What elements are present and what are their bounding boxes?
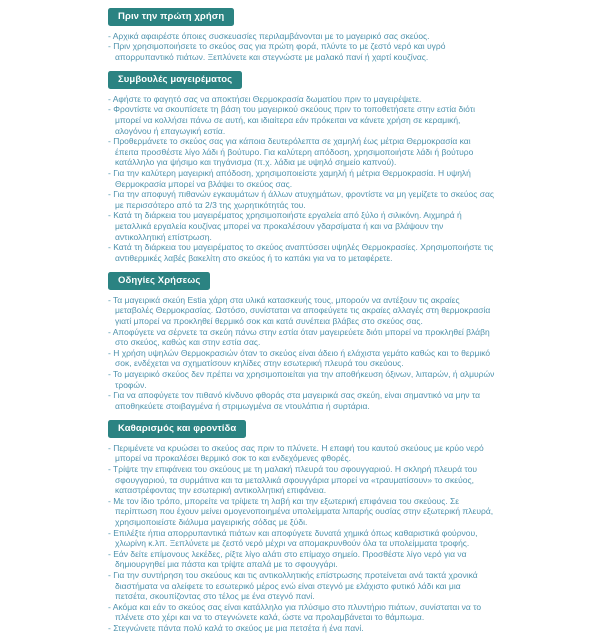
bullet-text: Αρχικά αφαιρέστε όποιες συσκευασίες περιλαμβάνονται με το μαγειρικό σας σκεύος.: [112, 30, 430, 41]
bullet-item: [108, 242, 495, 263]
instructions-document: [108, 6, 495, 641]
bullet-list: [108, 31, 495, 63]
bullet-item: [108, 189, 495, 210]
bullet-item: [108, 104, 495, 136]
bullet-text: Κατά τη διάρκεια του μαγειρέματος χρησιμοποιήστε εργαλεία από ξύλο ή σιλικόνη. Αιχμηρά ή μεταλλικά εργαλεία κουζίνας μπορεί να προκαλέσουν γδαρσίματα ή και να βλάψουν την αντικολλητική επίστρωση.: [113, 210, 462, 242]
bullet-text: Τρίψτε την επιφάνεια του σκεύους με τη μαλακή πλευρά του σφουγγαριού. Η σκληρή πλευρά του σφουγγαριού, τα συρμάτινα και τα μεταλλικά σφουγγάρια μπορεί να «τραυματίσουν» το σκεύος, καταστρέφοντας την εσωτερική αντικολλητική επιφάνεια.: [113, 464, 478, 496]
bullet-item: [108, 348, 495, 369]
bullet-item: [108, 443, 495, 464]
bullet-item: [108, 295, 495, 327]
bullet-item: [108, 41, 495, 62]
section: [108, 418, 495, 633]
bullet-item: [108, 464, 495, 496]
bullet-text: Αφήστε το φαγητό σας να αποκτήσει Θερμοκρασία δωματίου πριν το μαγειρέψετε.: [112, 93, 422, 104]
bullet-text: Για την αποφυγή πιθανών εγκαυμάτων ή άλλων ατυχημάτων, φροντίστε να μη γεμίζετε το σκεύος σας με περισσότερο από τα 2/3 της χωρητικότητάς του.: [113, 189, 495, 210]
bullet-text: Με τον ίδιο τρόπο, μπορείτε να τρίψετε τη λαβή και την εξωτερική επιφάνεια του σκεύους. Σε περίπτωση που έχουν μείνει ομογενοποιημένα υπολείμματα λιπαρής ουσίας στην εξωτερική πλευρά, χρησιμοποιείστε διάλυμα μαγειρικής σόδας με ξύδι.: [113, 495, 494, 527]
bullet-item: [108, 496, 495, 528]
bullet-item: [108, 136, 495, 168]
bullet-text: Η χρήση υψηλών Θερμοκρασιών όταν το σκεύος είναι άδειο ή ελάχιστα γεμάτο καθώς και το θερμικό σοκ, ενδέχεται να σχηματίσουν κηλίδες στην εσωτερική πλευρά του σκεύους.: [113, 347, 491, 369]
bullet-text: Αποφύγετε να σέρνετε τα σκεύη πάνω στην εστία όταν μαγειρεύετε διότι μπορεί να προκληθεί βλάβη στο σκεύος, καθώς και στην εστία σας.: [112, 326, 490, 348]
bullet-item: [108, 210, 495, 242]
bullet-item: [108, 94, 495, 105]
bullet-text: Τα μαγειρικά σκεύη Estia χάρη στα υλικά κατασκευής τους, μπορούν να αντέξουν τις ακραίες μεταβολές Θερμοκρασίας. Ωστόσο, συνίσταται να αποφεύγετε τις ακραίες αλλαγές στη θερμοκρασία γιατί μπορεί να προκληθεί θερμικό σοκ και κατά συνέπεια βλάβες στο σκεύος σας.: [113, 294, 491, 326]
section-title-badge: Πριν την πρώτη χρήση: [108, 8, 234, 26]
bullet-text: Πριν χρησιμοποιήσετε το σκεύος σας για πρώτη φορά, πλύντε το με ζεστό νερό και υγρό απορρυπαντικό πιάτων. Ξεπλύνετε και στεγνώστε με μαλακό πανί ή χαρτί κουζίνας.: [113, 41, 446, 62]
bullet-list: [108, 94, 495, 264]
bullet-text: Προθερμάνετε το σκεύος σας για κάποια δευτερόλεπτα σε χαμηλή έως μέτρια Θερμοκρασία και έπειτα προσθέστε λίγο λάδι ή βούτυρο. Για καλύτερη απόδοση, χρησιμοποιήστε λάδι ή βούτυρο κατάλληλο για ψήσιμο και τηγάνισμα (π.χ. λάδια με υψηλό σημείο καπνού).: [113, 136, 474, 168]
section: [108, 6, 495, 62]
bullet-list: [108, 295, 495, 412]
bullet-item: [108, 31, 495, 42]
bullet-text: Για την καλύτερη μαγειρική απόδοση, χρησιμοποιείστε χαμηλή ή μέτρια Θερμοκρασία. Η υψηλή Θερμοκρασία μπορεί να βλάψει το σκεύος σας.: [113, 167, 471, 189]
bullet-text: Φροντίστε να σκουπίσετε τη βάση του μαγειρικού σκεύους πριν το τοποθετήσετε στην εστία διότι μπορεί να κολλήσει πάνω σε αυτή, και ιδιαίτερα εάν πρόκειται να κάνετε χρήση σε κεραμική, αλογόνου ή επαγωγική εστία.: [113, 104, 476, 136]
bullet-item: [108, 369, 495, 390]
bullet-item: [108, 390, 495, 411]
bullet-text: Κατά τη διάρκεια του μαγειρέματος το σκεύος αναπτύσσει υψηλές Θερμοκρασίες. Χρησιμοποιήστε τις αντιθερμικές λαβές βακελίτη στο σκεύος ή το καπάκι για να το μεταφέρετε.: [113, 242, 494, 263]
bullet-item: [108, 623, 495, 634]
bullet-text: Στεγνώνετε πάντα πολύ καλά το σκεύος με μια πετσέτα ή ένα πανί.: [113, 622, 364, 633]
section: [108, 270, 495, 411]
bullet-text: Εάν δείτε επίμονους λεκέδες, ρίξτε λίγο αλάτι στο επίμαχο σημείο. Προσθέστε λίγο νερό για να δημιουργηθεί μια πάστα και τρίψτε απαλά με το σφουγγάρι.: [113, 548, 467, 570]
bullet-item: [108, 602, 495, 623]
bullet-text: Ακόμα και εάν το σκεύος σας είναι κατάλληλο για πλύσιμο στο πλυντήριο πιάτων, συνίσταται να το πλένετε στο χέρι και να το στεγνώνετε καλά, ώστε να προλαμβάνεται το θάμπωμα.: [112, 601, 482, 623]
section-title-badge: Οδηγίες Χρήσεως: [108, 272, 210, 290]
bullet-text: Επιλέξτε ήπια απορρυπαντικά πιάτων και αποφύγετε δυνατά χημικά όπως καθαριστικά φούρνου, χλωρίνη κ.λπ. Ξεπλύνετε με ζεστό νερό μέχρι να απομακρυνθούν όλα τα υπολείμματα τροφής.: [113, 527, 478, 549]
section: [108, 69, 495, 263]
bullet-text: Περιμένετε να κρυώσει το σκεύος σας πριν το πλύνετε. Η επαφή του καυτού σκεύους με κρύο νερό μπορεί να προκαλέσει θερμικό σοκ το και ενδεχόμενες φθορές.: [113, 442, 484, 464]
section-title-badge: Συμβουλές μαγειρέματος: [108, 71, 242, 89]
bullet-item: [108, 570, 495, 602]
bullet-item: [108, 549, 495, 570]
bullet-item: [108, 327, 495, 348]
bullet-item: [108, 528, 495, 549]
bullet-list: [108, 443, 495, 634]
section-title-badge: Καθαρισμός και φροντίδα: [108, 420, 246, 438]
bullet-item: [108, 168, 495, 189]
bullet-text: Για την συντήρηση του σκεύους και τις αντικολλητικής επίστρωσης προτείνεται ανά τακτά χρονικά διαστήματα να αλείφετε το εσωτερικό μέρος ενώ είναι στεγνό με ελάχιστο φυτικό λάδι και μια πετσέτα, σκουπίζοντας στο τέλος με ένα στεγνό πανί.: [113, 569, 478, 602]
bullet-text: Για να αποφύγετε τον πιθανό κίνδυνο φθοράς στα μαγειρικά σας σκεύη, είναι σημαντικό να μην τα αποθηκεύετε στοιβαγμένα ή στριμωγμένα σε ντουλάπια ή συρτάρια.: [113, 390, 481, 411]
bullet-text: Το μαγειρικό σκεύος δεν πρέπει να χρησιμοποιείται για την αποθήκευση όξινων, λιπαρών, ή αλμυρών τροφών.: [113, 368, 495, 390]
